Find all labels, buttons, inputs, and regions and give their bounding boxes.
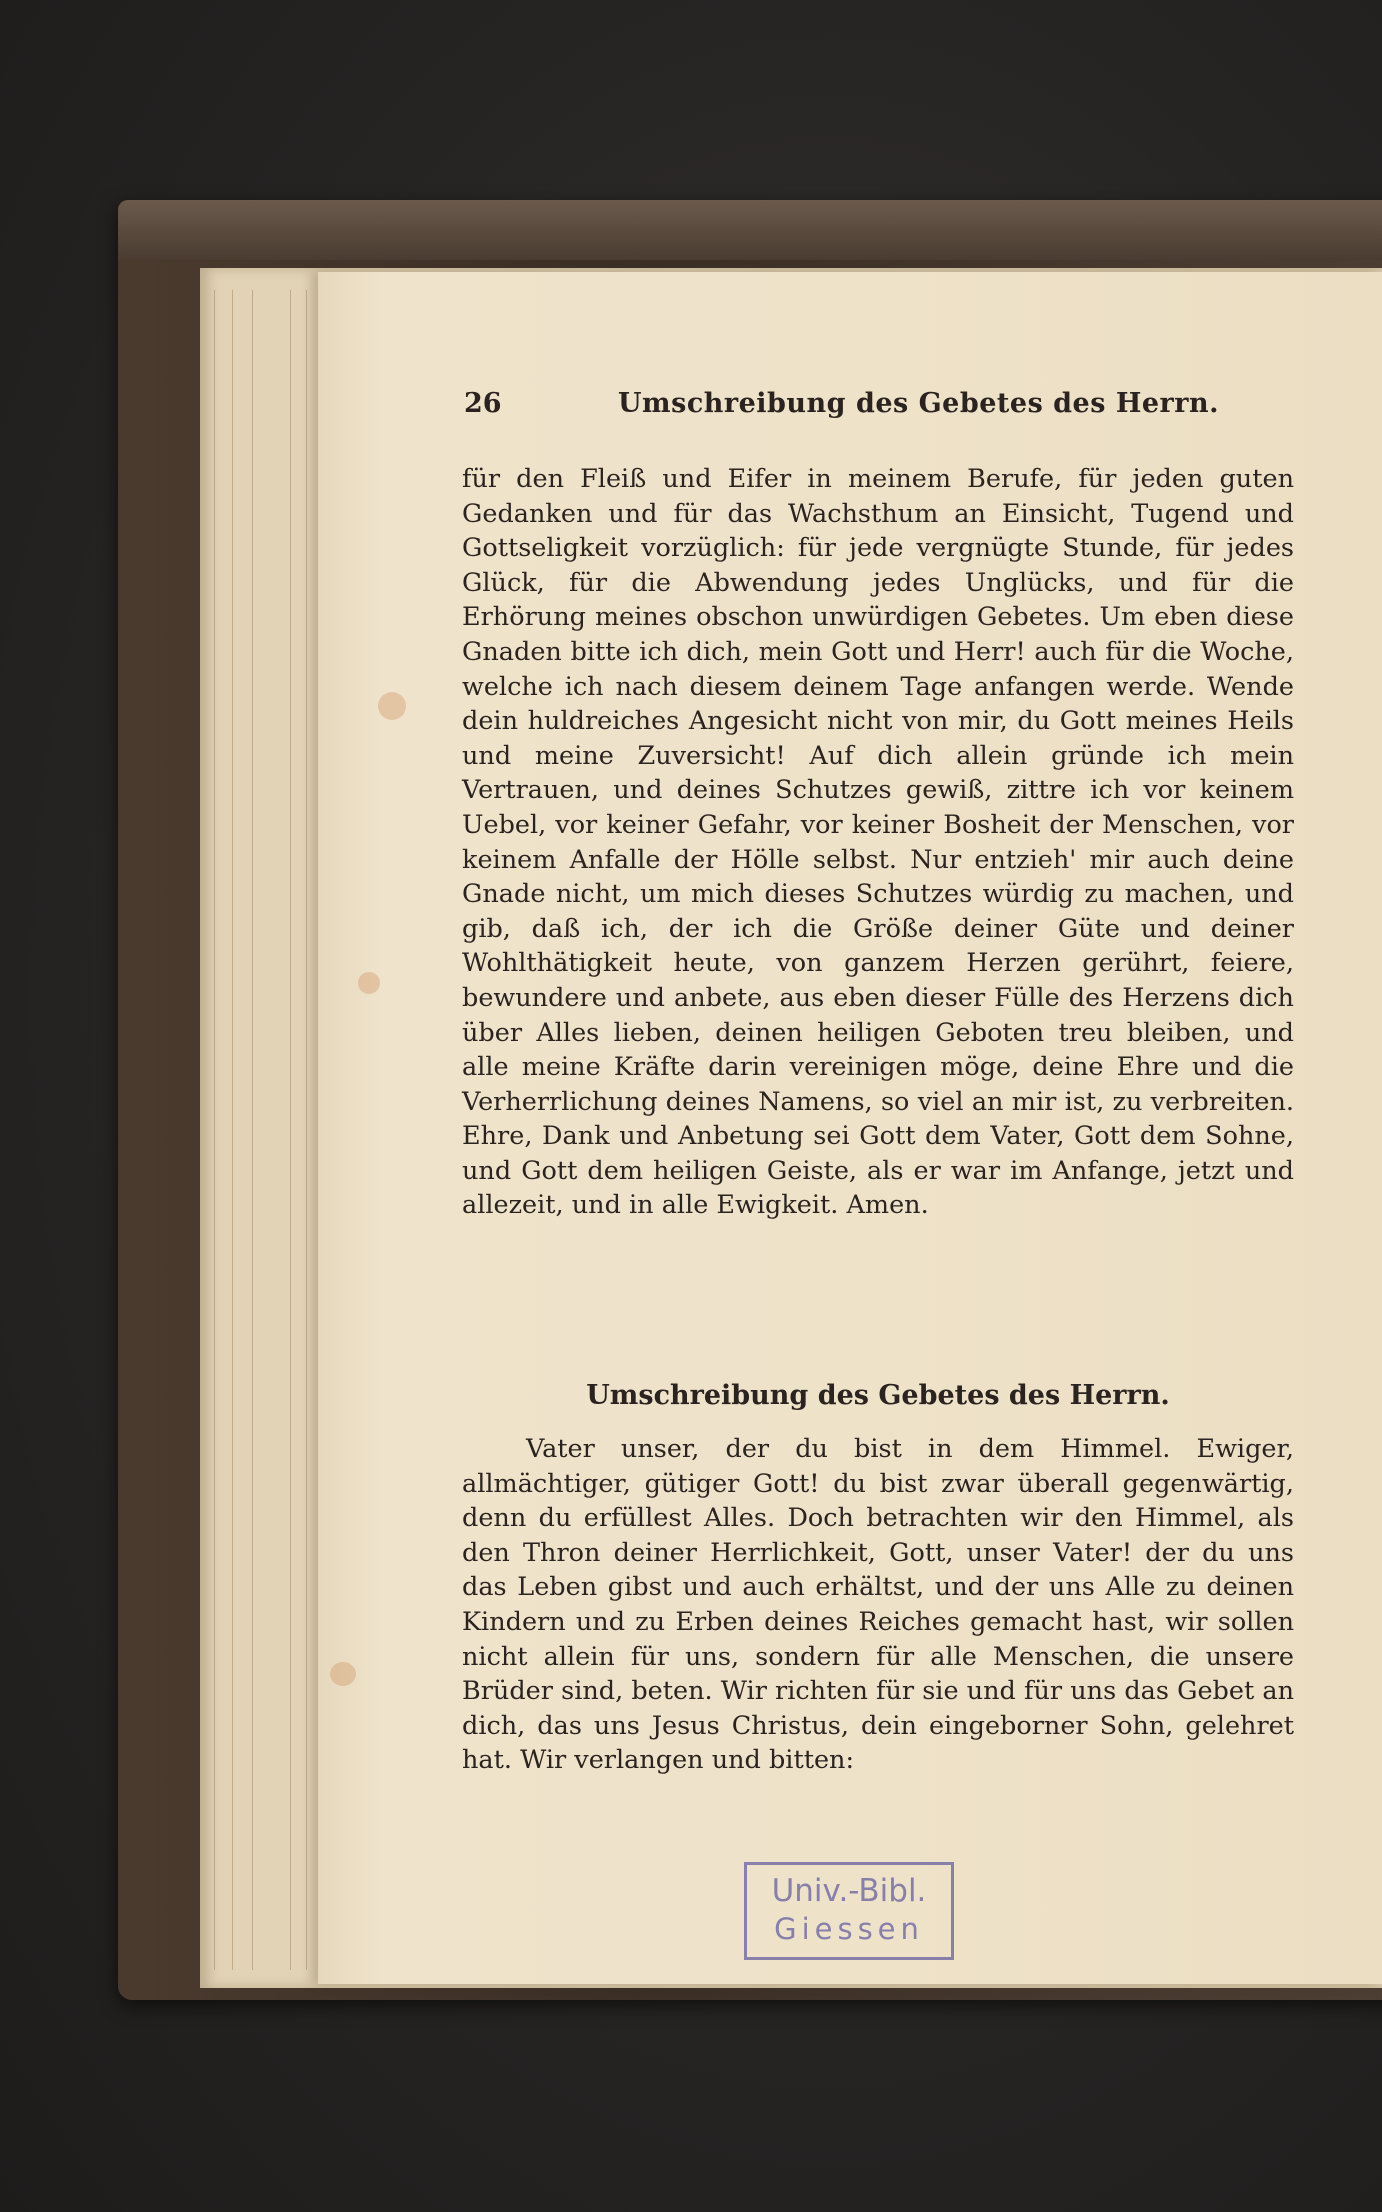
section-title: Umschreibung des Gebetes des Herrn. (586, 1380, 1170, 1411)
body-text (462, 462, 1294, 1223)
foxing-spot (378, 692, 406, 720)
stamp-line-1: Univ.-Bibl. (771, 1873, 927, 1909)
section-text (462, 1432, 1294, 1778)
page-edge (290, 290, 291, 1970)
stamp-line-2: Giessen (774, 1912, 924, 1946)
page-edge (252, 290, 253, 1970)
page-number: 26 (464, 388, 502, 419)
page-edge (306, 290, 307, 1970)
page-header (462, 388, 1294, 428)
page-edge (232, 290, 233, 1970)
book-cover-top-edge (118, 200, 1382, 260)
running-title: Umschreibung des Gebetes des Herrn. (618, 388, 1219, 419)
page-edge (214, 290, 215, 1970)
library-stamp (744, 1862, 954, 1960)
body-paragraph: für den Fleiß und Eifer in meinem Berufe, für jeden guten Gedanken und für das Wachsthum an Einsicht, Tugend und Gottseligkeit vorzüglich: für jede vergnügte Stunde, für jedes Glück, für die Abwendung jedes Unglücks, und für die Erhörung meines obschon unwürdigen Gebetes. Um eben diese Gnaden bitte ich dich, mein Gott und Herr! auch für die Woche, welche ich nach diesem deinem Tage anfangen werde. Wende dein huldreiches Angesicht nicht von mir, du Gott meines Heils und meine Zuversicht! Auf dich allein gründe ich mein Vertrauen, und deines Schutzes gewiß, zittre ich vor keinem Uebel, vor keiner Gefahr, vor keiner Bosheit der Menschen, vor keinem Anfalle der Hölle selbst. Nur entzieh' mir auch deine Gnade nicht, um mich dieses Schutzes würdig zu machen, und gib, daß ich, der ich die Größe deiner Güte und deiner Wohlthätigkeit heute, von ganzem Herzen gerührt, feiere, bewundere und anbete, aus eben dieser Fülle des Herzens dich über Alles lieben, deinen heiligen Geboten treu bleiben, und alle meine Kräfte darin vereinigen möge, deine Ehre und die Verherrlichung deines Namens, so viel an mir ist, zu verbreiten. Ehre, Dank und Anbetung sei Gott dem Vater, Gott dem Sohne, und Gott dem heiligen Geiste, als er war im Anfange, jetzt und allezeit, und in alle Ewigkeit. Amen. (462, 464, 1294, 1221)
section-paragraph: Vater unser, der du bist in dem Himmel. Ewiger, allmächtiger, gütiger Gott! du bist zwar überall gegenwärtig, denn du erfüllest Alles. Doch betrachten wir den Himmel, als den Thron deiner Herrlichkeit, Gott, unser Vater! der du uns das Leben gibst und auch erhältst, und der uns Alle zu deinen Kindern und zu Erben deines Reiches gemacht hast, wir sollen nicht allein für uns, sondern für alle Menschen, die unsere Brüder sind, beten. Wir richten für sie und für uns das Gebet an dich, das uns Jesus Christus, dein eingeborner Sohn, gelehret hat. Wir verlangen und bitten: (462, 1434, 1294, 1776)
foxing-spot (358, 972, 380, 994)
foxing-spot (330, 1662, 356, 1686)
